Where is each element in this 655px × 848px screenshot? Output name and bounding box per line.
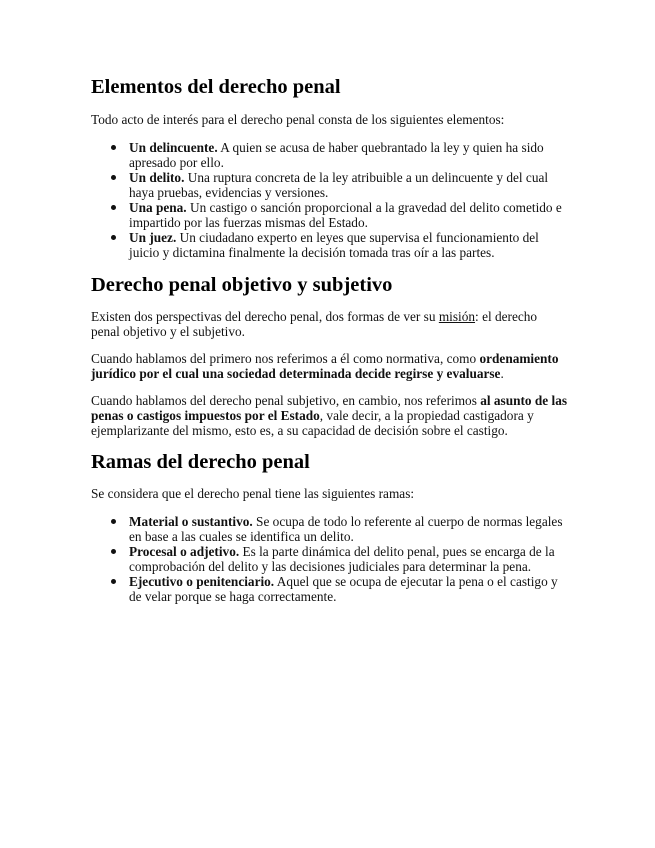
list-item — [129, 170, 569, 200]
list-item-term: Material o sustantivo. — [129, 514, 253, 529]
list-item-term: Ejecutivo o penitenciario. — [129, 574, 275, 589]
paragraph-text: , vale decir, a la propiedad castigadora y ejemplarizante del mismo, esto es, a su capacidad de decisión sobre el castigo. — [91, 408, 534, 438]
list-item — [129, 544, 569, 574]
perspectivas-paragraph — [91, 309, 569, 339]
section-heading-objetivo-subjetivo: Derecho penal objetivo y subjetivo — [91, 274, 393, 296]
list-item — [129, 574, 569, 604]
paragraph-text: . — [500, 366, 504, 381]
paragraph-text: Cuando hablamos del derecho penal subjetivo, en cambio, nos referimos — [91, 393, 481, 408]
list-item-term: Una pena. — [129, 200, 187, 215]
document-page — [91, 74, 569, 604]
list-item — [129, 514, 569, 544]
section-heading-ramas: Ramas del derecho penal — [91, 451, 310, 473]
list-item-term: Un delincuente. — [129, 140, 218, 155]
ramas-list — [91, 514, 569, 604]
list-item — [129, 200, 569, 230]
list-item-term: Un juez. — [129, 230, 177, 245]
list-item — [129, 140, 569, 170]
ramas-intro: Se considera que el derecho penal tiene las siguientes ramas: — [91, 486, 415, 501]
paragraph-text: : el derecho penal objetivo y el subjetivo. — [91, 309, 538, 339]
paragraph-text: Cuando hablamos del primero nos referimos a él como normativa, como — [91, 351, 480, 366]
section-heading-elementos: Elementos del derecho penal — [91, 76, 341, 98]
paragraph-bold: ordenamiento jurídico por el cual una sociedad determinada decide regirse y evaluarse — [91, 351, 559, 381]
list-item-text: Aquel que se ocupa de ejecutar la pena o el castigo y de velar porque se haga correctamente. — [129, 574, 558, 604]
list-item-text: Un ciudadano experto en leyes que supervisa el funcionamiento del juicio y dictamina finalmente la decisión tomada tras oír a las partes. — [129, 230, 539, 260]
objetivo-paragraph — [91, 351, 569, 381]
elementos-list — [91, 140, 569, 260]
subjetivo-paragraph — [91, 393, 569, 438]
list-item-term: Procesal o adjetivo. — [129, 544, 240, 559]
elementos-intro: Todo acto de interés para el derecho penal consta de los siguientes elementos: — [91, 112, 505, 127]
paragraph-text: Existen dos perspectivas del derecho penal, dos formas de ver su — [91, 309, 439, 324]
list-item-text: Se ocupa de todo lo referente al cuerpo de normas legales en base a las cuales se identifica un delito. — [129, 514, 563, 544]
list-item-text: Es la parte dinámica del delito penal, pues se encarga de la comprobación del delito y las decisiones judiciales para determinar la pena. — [129, 544, 555, 574]
list-item — [129, 230, 569, 260]
list-item-term: Un delito. — [129, 170, 185, 185]
paragraph-bold: al asunto de las penas o castigos impuestos por el Estado — [91, 393, 568, 423]
mision-link[interactable]: misión — [438, 309, 476, 324]
list-item-text: Un castigo o sanción proporcional a la gravedad del delito cometido e impartido por las fuerzas mismas del Estado. — [129, 200, 562, 230]
list-item-text: Una ruptura concreta de la ley atribuible a un delincuente y del cual haya pruebas, evidencias y versiones. — [129, 170, 549, 200]
list-item-text: A quien se acusa de haber quebrantado la ley y quien ha sido apresado por ello. — [129, 140, 544, 170]
